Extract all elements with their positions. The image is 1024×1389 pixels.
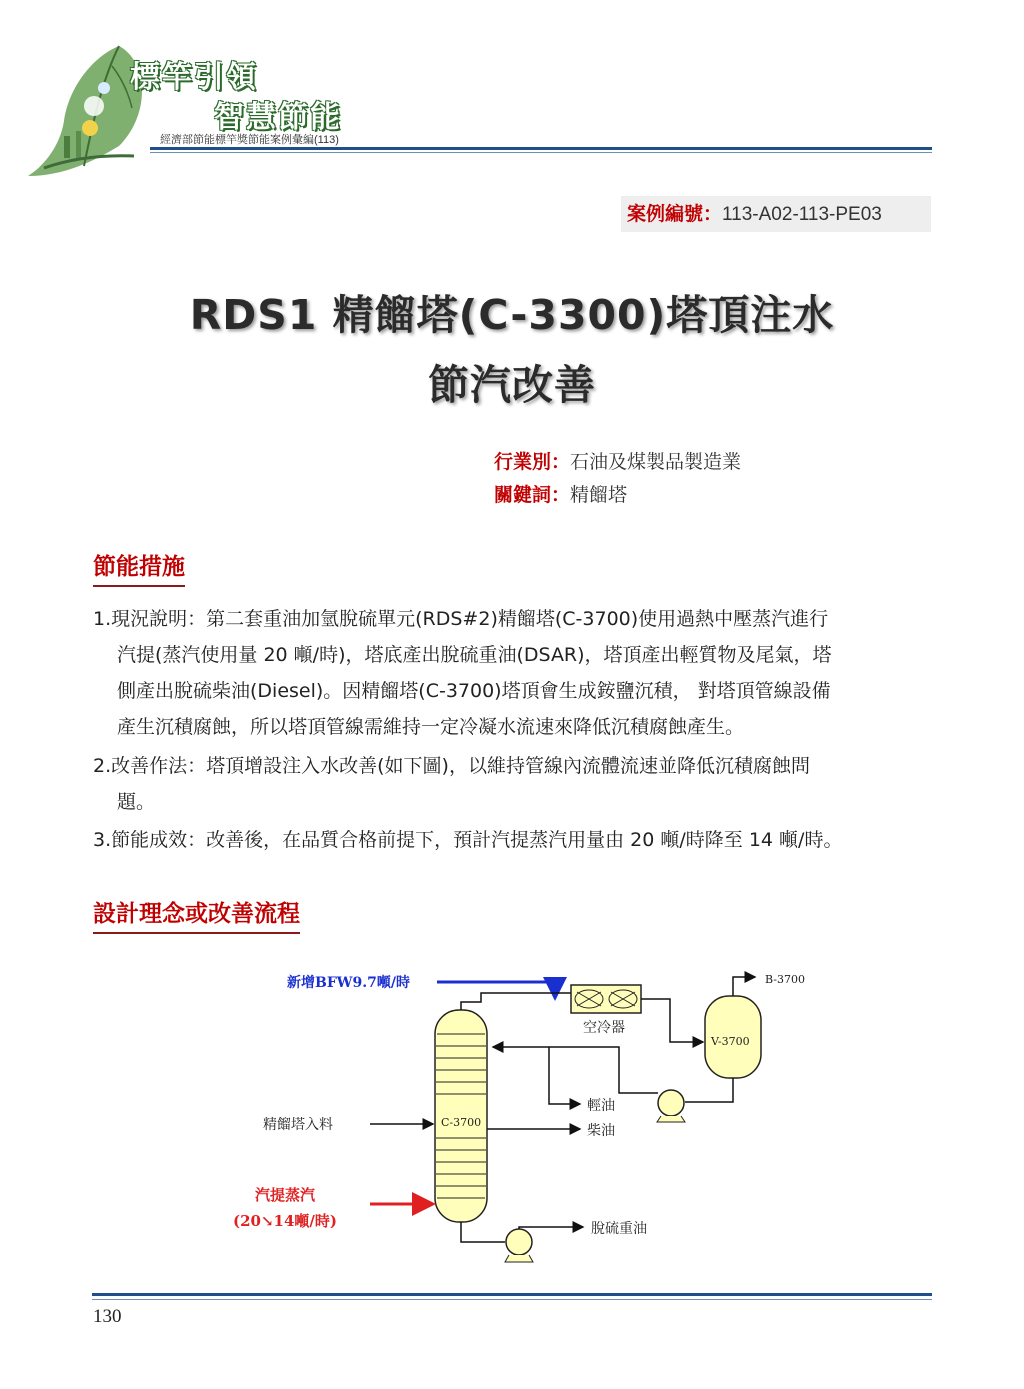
- slogan-line2: 智慧節能: [214, 100, 342, 135]
- bottoms-line: [461, 1222, 505, 1242]
- text-line: 汽提(蒸汽使用量 20 噸/時)，塔底產出脫硫重油(DSAR)，塔頂產出輕質物及尾氣，塔: [117, 644, 832, 666]
- text-line: 產生沉積腐蝕，所以塔頂管線需維持一定冷凝水流速來降低沉積腐蝕產生。: [117, 716, 745, 738]
- header-rule-thin: [150, 152, 932, 153]
- compilation-title: 經濟部節能標竿獎節能案例彙編(113): [160, 134, 339, 146]
- footer-rule: [92, 1293, 932, 1296]
- bfw-label: 新增BFW9.7噸/時: [287, 975, 410, 991]
- text-line: 側產出脫硫柴油(Diesel)。因精餾塔(C-3700)塔頂會生成銨鹽沉積， 對塔頂管線設備: [117, 680, 831, 702]
- bfw-injection-line: [437, 982, 555, 998]
- reflux-line: [493, 1047, 658, 1093]
- item-improvement-method: [93, 748, 933, 820]
- reflux-pump-icon: [657, 1090, 685, 1122]
- cooler-to-drum-line: [641, 999, 703, 1042]
- case-number-value: 113-A02-113-PE03: [722, 204, 882, 225]
- industry-label: 行業別：: [494, 451, 571, 473]
- page-title-line2: 節汽改善: [428, 361, 596, 409]
- industry-row: [494, 448, 741, 476]
- process-flow-diagram: [225, 962, 825, 1267]
- section-heading-design: 設計理念或改善流程: [93, 895, 300, 934]
- industry-value: 石油及煤製品製造業: [570, 451, 742, 473]
- drum-label: V-3700: [711, 1035, 750, 1048]
- header-rule: [150, 147, 932, 150]
- case-number-box: [621, 196, 931, 232]
- process-diagram-svg: [225, 962, 825, 1267]
- page-number: 130: [93, 1306, 122, 1327]
- column-label: C-3700: [441, 1116, 482, 1129]
- offgas-label: B-3700: [765, 973, 805, 986]
- section-heading-measures: 節能措施: [93, 548, 185, 587]
- bottoms-label: 脫硫重油: [591, 1221, 647, 1237]
- page-title-line1: RDS1 精餾塔(C-3300)塔頂注水: [189, 291, 835, 339]
- drum-bottom-line: [685, 1078, 733, 1102]
- feed-label: 精餾塔入料: [263, 1117, 333, 1133]
- text-line: 題。: [117, 791, 156, 813]
- keyword-row: [494, 481, 627, 509]
- keyword-label: 關鍵詞：: [494, 484, 571, 506]
- light-oil-label: 輕油: [587, 1098, 615, 1114]
- keyword-value: 精餾塔: [570, 484, 628, 506]
- footer-rule-thin: [92, 1299, 932, 1300]
- text-line: 3.節能成效：改善後，在品質合格前提下，預計汽提蒸汽用量由 20 噸/時降至 14 噸/時。: [93, 829, 843, 851]
- bottoms-pump-icon: [505, 1229, 533, 1262]
- slogan-line1: 標竿引領: [130, 60, 258, 95]
- text-line: 2.改善作法：塔頂增設注入水改善(如下圖)，以維持管線內流體流速並降低沉積腐蝕問: [93, 755, 810, 777]
- item-current-status: [93, 601, 933, 745]
- case-number-label: 案例編號：: [627, 203, 723, 225]
- air-cooler-label: 空冷器: [583, 1020, 625, 1036]
- air-cooler: [571, 985, 641, 1013]
- offgas-line: [733, 977, 755, 996]
- bottoms-product-line: [519, 1227, 583, 1229]
- item-energy-result: [93, 822, 933, 858]
- text-line: 1.現況說明：第二套重油加氫脫硫單元(RDS#2)精餾塔(C-3700)使用過熱中壓蒸汽進行: [93, 608, 829, 630]
- diesel-label: 柴油: [587, 1123, 615, 1139]
- steam-label-line1: 汽提蒸汽: [255, 1186, 316, 1204]
- light-oil-line: [549, 1047, 580, 1104]
- steam-label-line2: (20↘14噸/時): [233, 1212, 337, 1230]
